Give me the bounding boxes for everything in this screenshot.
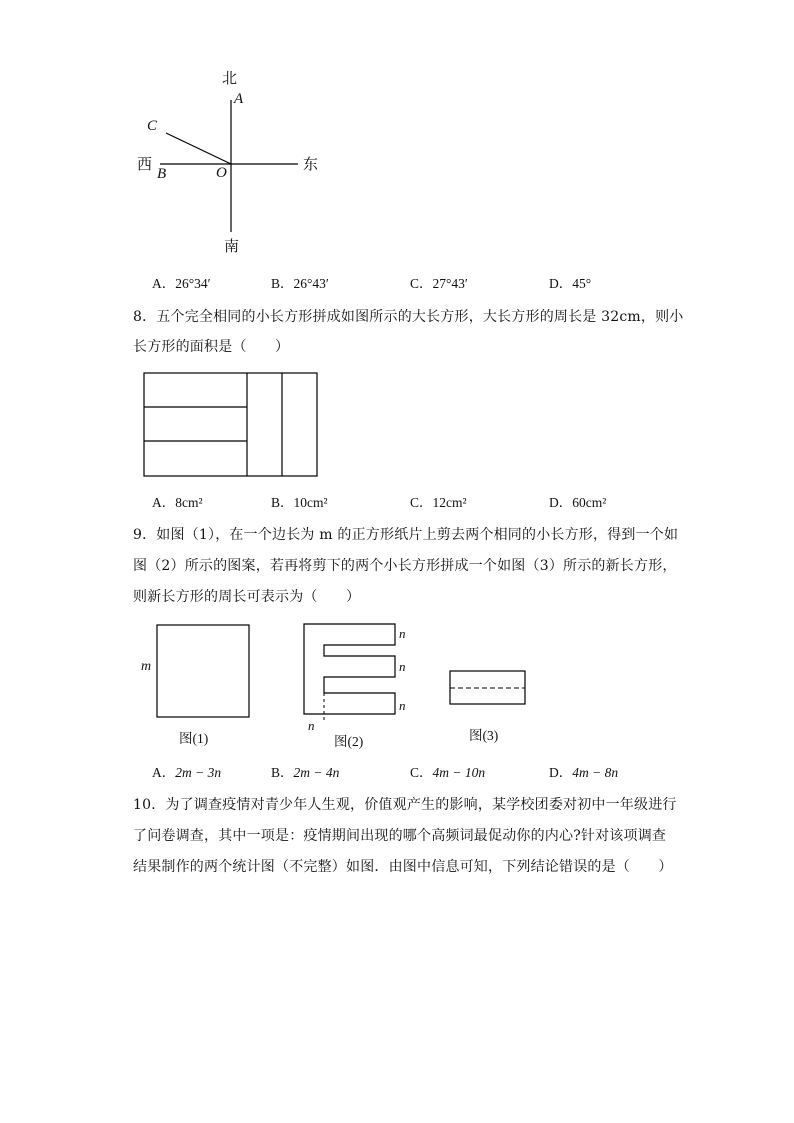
fig2-label-n-3: n bbox=[399, 698, 406, 713]
fig3-caption: 图(3) bbox=[469, 728, 499, 743]
q9-text-line1: 9．如图（1），在一个边长为 m 的正方形纸片上剪去两个相同的小长方形，得到一个如 bbox=[133, 527, 679, 543]
q8-text-line1: 8．五个完全相同的小长方形拼成如图所示的大长方形，大长方形的周长是 32cm，则小 bbox=[133, 309, 684, 325]
fig2-label-n-1: n bbox=[399, 626, 406, 641]
point-o-label: O bbox=[216, 165, 227, 181]
q7-option-a[interactable]: A．26°34′ bbox=[152, 276, 211, 291]
q7-option-b[interactable]: B．26°43′ bbox=[271, 276, 329, 291]
point-b-label: B bbox=[157, 166, 167, 182]
q8-option-b[interactable]: B．10cm² bbox=[271, 495, 328, 510]
q8-option-c[interactable]: C．12cm² bbox=[410, 495, 467, 510]
q9-option-b[interactable]: B．2m − 4n bbox=[271, 765, 340, 780]
q8-text-line2: 长方形的面积是（ ） bbox=[133, 339, 290, 355]
fig1-caption: 图(1) bbox=[179, 731, 209, 746]
q8-option-a[interactable]: A．8cm² bbox=[152, 495, 203, 510]
q10-text-line3: 结果制作的两个统计图（不完整）如图．由图中信息可知，下列结论错误的是（ ） bbox=[133, 859, 673, 875]
q9-option-a[interactable]: A．2m − 3n bbox=[152, 765, 222, 780]
fig1-square bbox=[157, 625, 249, 717]
fig2-e-shape bbox=[304, 624, 395, 714]
south-label: 南 bbox=[224, 237, 240, 255]
fig1-label-m: m bbox=[141, 659, 152, 674]
q9-option-d[interactable]: D．4m − 8n bbox=[549, 765, 619, 780]
point-c-label: C bbox=[147, 118, 158, 134]
point-a-label: A bbox=[234, 91, 244, 107]
q7-option-d[interactable]: D．45° bbox=[549, 276, 592, 291]
east-label: 东 bbox=[303, 155, 319, 173]
q10-text-line1: 10．为了调查疫情对青少年人生观，价值观产生的影响，某学校团委对初中一年级进行 bbox=[133, 797, 677, 813]
q10-text-line2: 了问卷调查，其中一项是：疫情期间出现的哪个高频词最促动你的内心?针对该项调查 bbox=[133, 828, 667, 844]
q7-option-c[interactable]: C．27°43′ bbox=[410, 276, 468, 291]
q9-text-line3: 则新长方形的周长可表示为（ ） bbox=[133, 589, 361, 605]
north-label: 北 bbox=[222, 69, 238, 87]
q9-text-line2: 图（2）所示的图案，若再将剪下的两个小长方形拼成一个如图（3）所示的新长方形， bbox=[133, 558, 677, 574]
fig2-caption: 图(2) bbox=[334, 734, 364, 749]
q8-option-d[interactable]: D．60cm² bbox=[549, 495, 607, 510]
q9-option-c[interactable]: C．4m − 10n bbox=[410, 765, 486, 780]
west-label: 西 bbox=[137, 155, 153, 173]
fig2-label-n-4: n bbox=[308, 718, 315, 733]
fig2-label-n-2: n bbox=[399, 659, 406, 674]
